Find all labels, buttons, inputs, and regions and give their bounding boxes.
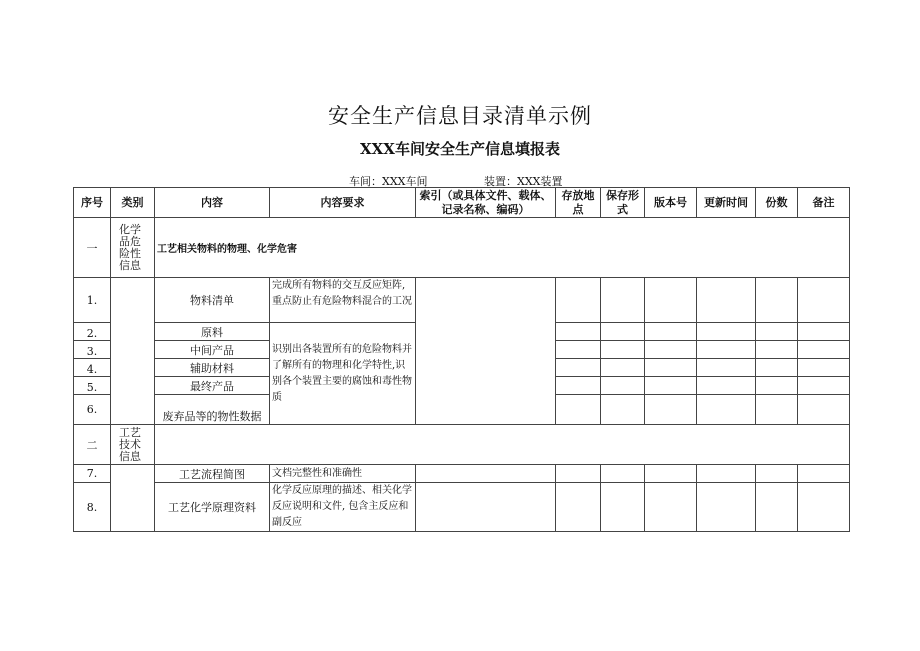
- update-time-cell: [697, 341, 756, 359]
- row-number: 1.: [74, 278, 111, 323]
- row-content: 中间产品: [155, 341, 270, 359]
- row-number: 3.: [74, 341, 111, 359]
- header-copies: 份数: [756, 188, 798, 218]
- copies-cell: [756, 278, 798, 323]
- form-cell: [601, 395, 645, 425]
- row-number: 6.: [74, 395, 111, 425]
- copies-cell: [756, 483, 798, 532]
- row-requirement: 文档完整性和准确性: [270, 465, 416, 483]
- table-row: [74, 278, 850, 323]
- form-subtitle: XXX车间安全生产信息填报表: [360, 140, 560, 158]
- row-number: 4.: [74, 359, 111, 377]
- remarks-cell: [798, 395, 850, 425]
- workshop-label: 车间：XXX车间: [349, 175, 428, 188]
- update-time-cell: [697, 395, 756, 425]
- section-number: 一: [74, 218, 111, 278]
- header-update-time: 更新时间: [697, 188, 756, 218]
- category-cell: [111, 278, 155, 425]
- header-requirement: 内容要求: [270, 188, 416, 218]
- form-cell: [601, 377, 645, 395]
- version-cell: [645, 377, 697, 395]
- header-category: 类别: [111, 188, 155, 218]
- location-cell: [556, 465, 601, 483]
- copies-cell: [756, 341, 798, 359]
- safety-info-table: [73, 187, 850, 532]
- header-remarks: 备注: [798, 188, 850, 218]
- form-cell: [601, 323, 645, 341]
- row-content: 最终产品: [155, 377, 270, 395]
- index-cell: [416, 465, 556, 483]
- category-cell: [111, 465, 155, 532]
- header-version: 版本号: [645, 188, 697, 218]
- table-row: [74, 465, 850, 483]
- form-cell: [601, 359, 645, 377]
- row-requirement: 识别出各装置所有的危险物料并了解所有的物理和化学特性,识别各个装置主要的腐蚀和毒性物质: [270, 323, 416, 425]
- location-cell: [556, 323, 601, 341]
- row-requirement: 完成所有物料的交互反应矩阵,重点防止有危险物料混合的工况: [270, 278, 416, 323]
- update-time-cell: [697, 278, 756, 323]
- row-number: 7.: [74, 465, 111, 483]
- header-form: 保存形式: [601, 188, 645, 218]
- version-cell: [645, 323, 697, 341]
- form-cell: [601, 341, 645, 359]
- page-title: 安全生产信息目录清单示例: [328, 104, 592, 128]
- version-cell: [645, 483, 697, 532]
- section-category: 化学品危险性信息: [111, 218, 155, 278]
- update-time-cell: [697, 359, 756, 377]
- section-row: [74, 218, 850, 278]
- row-content: 工艺化学原理资料: [155, 483, 270, 532]
- copies-cell: [756, 323, 798, 341]
- row-number: 2.: [74, 323, 111, 341]
- copies-cell: [756, 359, 798, 377]
- remarks-cell: [798, 465, 850, 483]
- version-cell: [645, 278, 697, 323]
- header-seq: 序号: [74, 188, 111, 218]
- section-category: 工艺技术信息: [111, 425, 155, 465]
- device-label: 装置：XXX装置: [484, 175, 563, 188]
- update-time-cell: [697, 377, 756, 395]
- form-cell: [601, 465, 645, 483]
- header-index: 索引（或具体文件、载体、记录名称、编码）: [416, 188, 556, 218]
- remarks-cell: [798, 341, 850, 359]
- copies-cell: [756, 395, 798, 425]
- copies-cell: [756, 377, 798, 395]
- row-content: 原料: [155, 323, 270, 341]
- location-cell: [556, 377, 601, 395]
- version-cell: [645, 341, 697, 359]
- header-location: 存放地点: [556, 188, 601, 218]
- location-cell: [556, 359, 601, 377]
- table-row: [74, 483, 850, 532]
- row-number: 5.: [74, 377, 111, 395]
- copies-cell: [756, 465, 798, 483]
- row-content: 辅助材料: [155, 359, 270, 377]
- row-number: 8.: [74, 483, 111, 532]
- index-cell: [416, 278, 556, 425]
- version-cell: [645, 465, 697, 483]
- remarks-cell: [798, 278, 850, 323]
- row-content: 工艺流程简图: [155, 465, 270, 483]
- form-cell: [601, 278, 645, 323]
- location-cell: [556, 278, 601, 323]
- location-cell: [556, 395, 601, 425]
- location-cell: [556, 341, 601, 359]
- row-content: 物料清单: [155, 278, 270, 323]
- location-cell: [556, 483, 601, 532]
- update-time-cell: [697, 323, 756, 341]
- remarks-cell: [798, 483, 850, 532]
- version-cell: [645, 359, 697, 377]
- remarks-cell: [798, 359, 850, 377]
- section-title: 工艺相关物料的物理、化学危害: [155, 218, 850, 278]
- section-number: 二: [74, 425, 111, 465]
- row-requirement: 化学反应原理的描述、相关化学反应说明和文件, 包含主反应和副反应: [270, 483, 416, 532]
- version-cell: [645, 395, 697, 425]
- update-time-cell: [697, 465, 756, 483]
- remarks-cell: [798, 323, 850, 341]
- form-cell: [601, 483, 645, 532]
- section-row: [74, 425, 850, 465]
- row-content: 废弃品等的物性数据: [155, 395, 270, 425]
- remarks-cell: [798, 377, 850, 395]
- index-cell: [416, 483, 556, 532]
- update-time-cell: [697, 483, 756, 532]
- header-content: 内容: [155, 188, 270, 218]
- section-title: [155, 425, 850, 465]
- header-row: [74, 188, 850, 218]
